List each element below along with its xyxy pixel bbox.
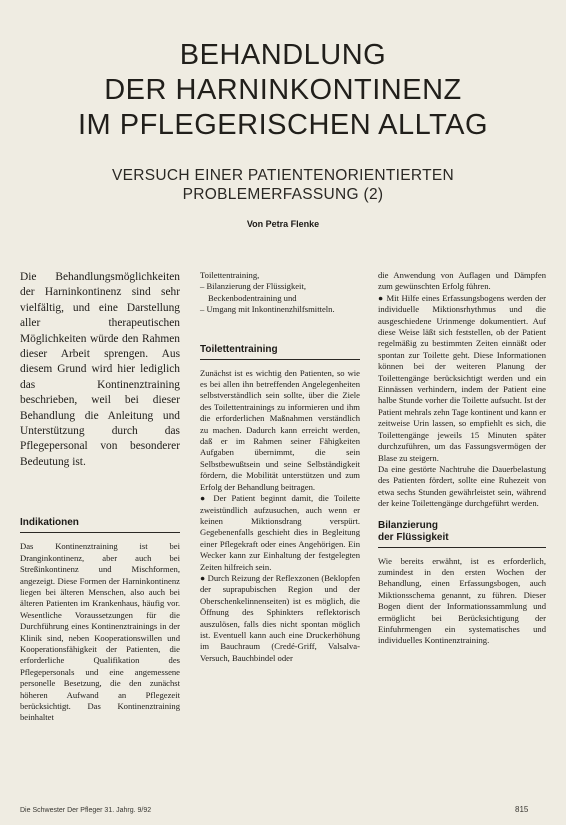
subtitle-line-2: PROBLEMERFASSUNG (2) [182, 186, 384, 203]
column-3-paragraph-3: Da eine gestörte Nachtruhe die Dauerbelastung des Patienten fördert, sollte eine Ruhezeit von etwa sechs Stunden gewährleistet sein, während der keine Toilettengänge durchgeführt werden. [378, 463, 546, 509]
column-2 [200, 270, 360, 664]
list-item: – Bilanzierung der Flüssigkeit, Beckenbodentraining und [200, 281, 306, 303]
title-line-3: IM PFLEGERISCHEN ALLTAG [77, 109, 489, 141]
title-line-2: DER HARNINKONTINENZ [104, 74, 462, 106]
indikationen-paragraph: Das Kontinenztraining ist bei Dranginkontinenz, aber auch bei Streßinkontinenz und Mischformen, angezeigt. Diese Formen der Harninkontinenz liegen bei älteren Menschen, also auch bei älteren Patienten im Krankenhaus, häufig vor. Wesentliche Voraussetzungen für die Durchführung eines Kontinenztrainings in der Klinik sind, neben Kooperationswillen und Kooperationsfähigkeit der Patienten, die erforderliche Qualifikation des Pflegepersonals und eine angemessene personelle Besetzung, die den zunächst höheren Aufwand an Pflegezeit berücksichtigt. Das Kontinenztraining beinhaltet [20, 541, 180, 723]
author-byline: Von Petra Flenke [246, 219, 320, 229]
lead-paragraph: Die Behandlungsmöglichkeiten der Harninkontinenz sind sehr vielfältig, und eine Darstellung aller therapeutischen Möglichkeiten würde den Rahmen dieser Arbeit sprengen. Aus diesem Grund wird hier lediglich das Kontinenztraining beschrieben, weil bei dieser Behandlung die Anleitung und Unterstützung durch das Pflegepersonal von besonderer Bedeutung ist. [20, 271, 180, 468]
toilettentraining-paragraph-3: ● Durch Reizung der Reflexzonen (Beklopfen der suprapubischen Region und der Oberschenkelinnenseiten) ist es möglich, die Öffnung des Sphinkters reflektorisch auszulösen, falls dies nicht spontan möglich ist. Eventuell kann auch eine Druckerhöhung im Bauchraum (Credé-Griff, Valsalva-Versuch, Bauchbindel oder [200, 572, 360, 663]
toilettentraining-paragraph-2: ● Der Patient beginnt damit, die Toilette zweistündlich aufzusuchen, auch wenn er keinen Miktionsdrang verspürt. Gegebenenfalls geschieht dies in Begleitung einer Pflegekraft oder eines Angehörigen. Ein Wecker kann zur Einhaltung der festgelegten Zeiten hilfreich sein. [200, 493, 360, 572]
title-line-1: BEHANDLUNG [179, 39, 387, 71]
heading-toilettentraining: Toilettentraining [200, 344, 360, 360]
article-title [20, 38, 546, 143]
journal-footer: Die Schwester Der Pfleger 31. Jahrg. 9/92 [20, 807, 152, 814]
toilettentraining-paragraph-1: Zunächst ist es wichtig den Patienten, so wie es bei allen ihn betreffenden Angelegenheiten selbstverständlich sein sollte, über die Ziele des Toilettentrainings zu informieren und ihm die erforderlichen Maßnahmen verständlich zu machen. Dadurch kann erreicht werden, daß er im Rahmen seiner Fähigkeiten Aufgaben übernimmt, die sein Selbstbewußtsein und seine Selbständigkeit fördern, die Mobilität unterstützen und zum Erfolg der Behandlung beitragen. [200, 367, 360, 492]
list-item: – Umgang mit Inkontinenzhilfsmitteln. [200, 304, 335, 315]
column-1 [20, 270, 180, 724]
list-item: Toilettentraining, [200, 270, 260, 280]
training-list [200, 270, 360, 316]
heading-bilanzierung-line-2: der Flüssigkeit [378, 531, 449, 543]
article-subtitle [20, 166, 546, 204]
column-3-paragraph-2: ● Mit Hilfe eines Erfassungsbogens werden der individuelle Miktionsrhythmus und die ausgeschiedene Urinmenge dokumentiert. Auf diese Weise läßt sich feststellen, ob der Patient regelmäßig zu bestimmten Zeiten einnäßt oder spontan zur Toilette geht. Diese Informationen können bei der weiteren Planung der Toilettengänge berücksichtigt werden und ein Einnässen verhindern, indem der Patient eine halbe Stunde vorher die Toilette aufsucht. Ist der Patient mehrals zehn Tage kontinent und kann er zeitweise Urin lassen, so empfiehlt es sich, die Toilettengänge jeweils 15 Minuten später durchzuführen, um das Fassungsvermögen der Blase zu steigern. [378, 292, 546, 463]
heading-indikationen: Indikationen [20, 517, 180, 533]
column-3-paragraph-1: die Anwendung von Auflagen und Dämpfen zum gewünschten Erfolg führen. [378, 270, 546, 292]
bilanzierung-paragraph: Wie bereits erwähnt, ist es erforderlich, zumindest in den ersten Wochen der Behandlung, einen Erfassungsbogen, auch Miktionsschema genannt, zu führen. Dieser Bogen dient der Informationssammlung und ermöglicht bei Berücksichtigung der Einfuhrmengen ein systematisches und individuelles Kontinenztraining. [378, 555, 546, 646]
page-number: 815 [515, 805, 529, 814]
subtitle-line-1: VERSUCH EINER PATIENTENORIENTIERTEN [111, 167, 455, 184]
heading-bilanzierung-line-1: Bilanzierung [378, 519, 439, 531]
column-3 [378, 270, 546, 647]
heading-bilanzierung [378, 520, 546, 548]
